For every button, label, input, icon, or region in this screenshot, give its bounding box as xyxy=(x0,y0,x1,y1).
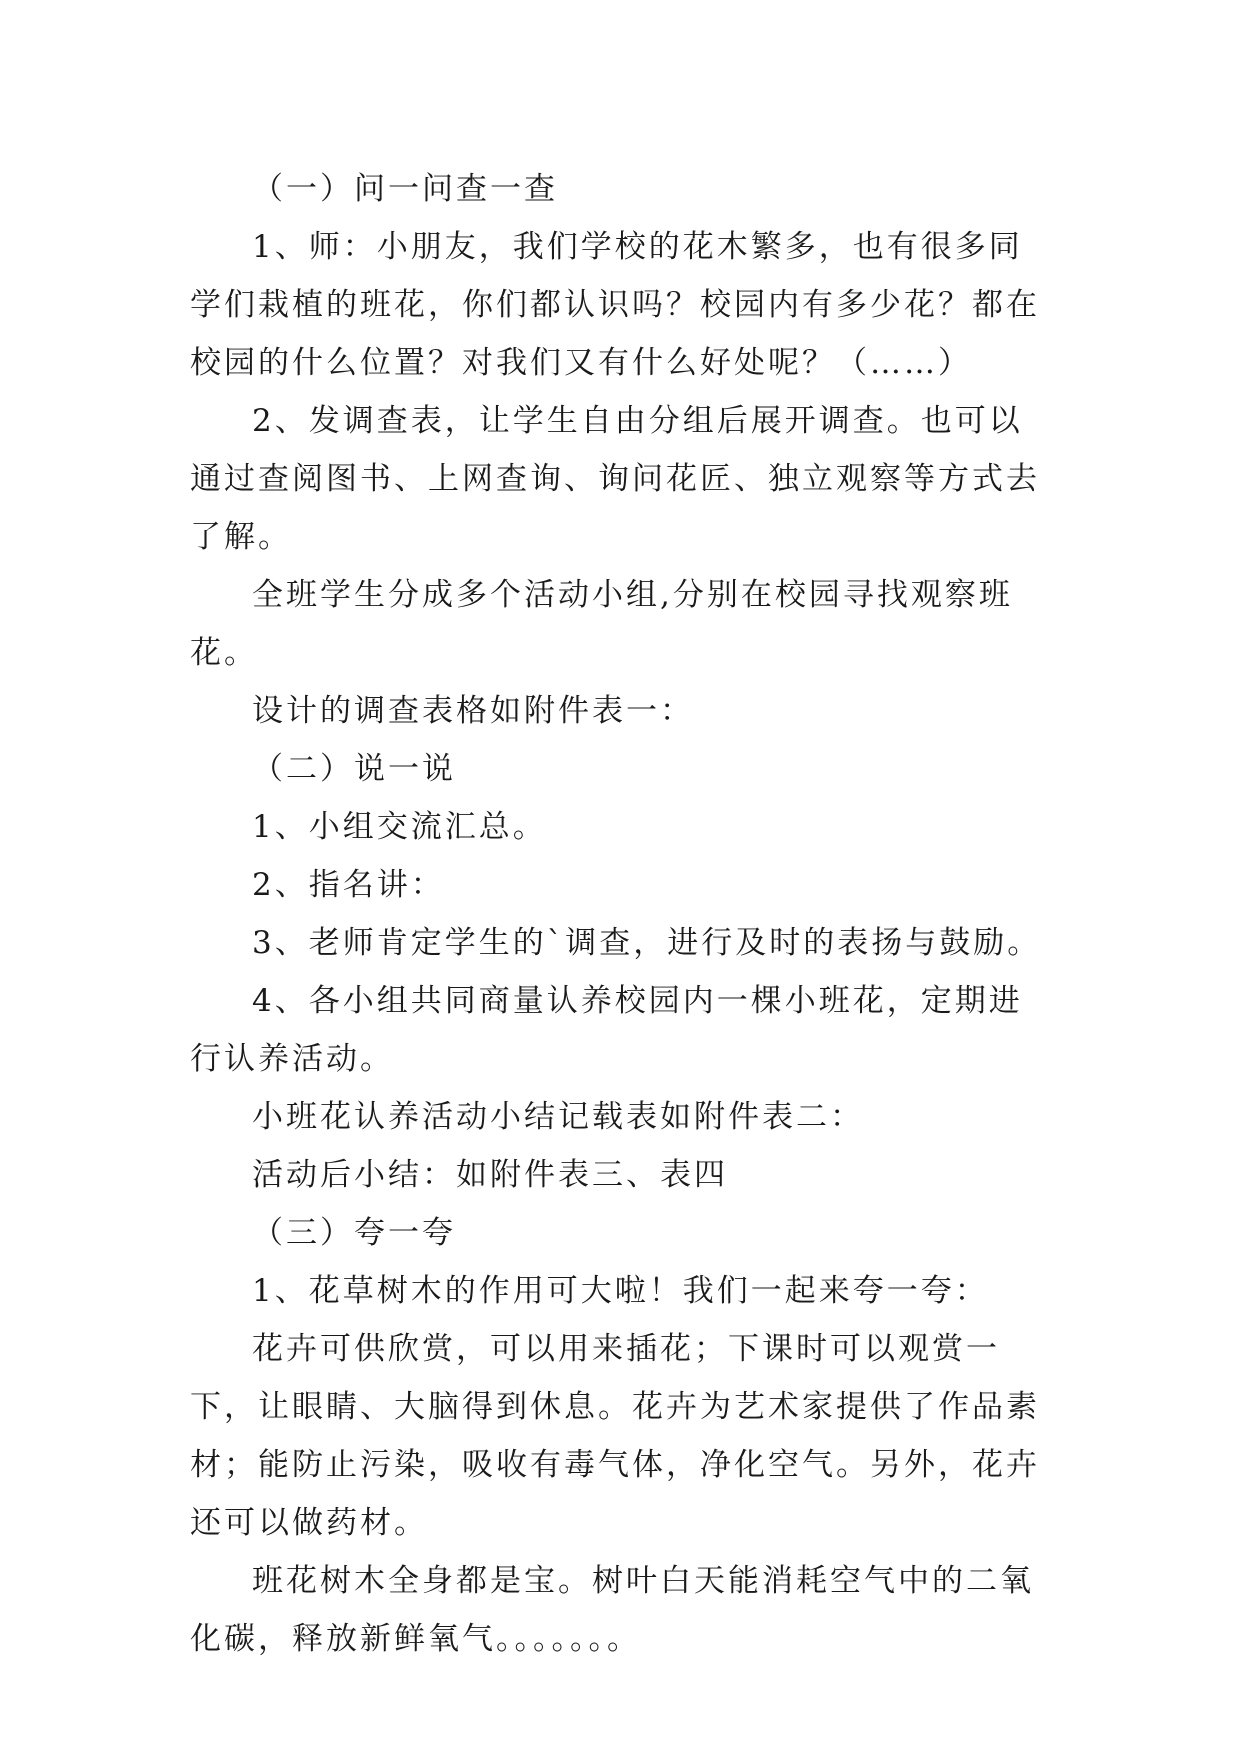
paragraph-adopt: 4、各小组共同商量认养校园内一棵小班花，定期进行认养活动。 xyxy=(190,983,1023,1077)
paragraph-praise: 3、老师肯定学生的`调查，进行及时的表扬与鼓励。 xyxy=(252,925,1042,961)
document-body xyxy=(190,160,1050,1668)
paragraph-plants-use: 1、花草树木的作用可大啦！我们一起来夸一夸： xyxy=(252,1273,989,1309)
paragraph-summary: 1、小组交流汇总。 xyxy=(252,809,547,845)
paragraph-speak: 2、指名讲： xyxy=(252,867,445,903)
paragraph-flowers: 花卉可供欣赏，可以用来插花；下课时可以观赏一下，让眼睛、大脑得到休息。花卉为艺术家提供了作品素材；能防止污染，吸收有毒气体，净化空气。另外，花卉还可以做药材。 xyxy=(190,1331,1040,1541)
paragraph-groups: 全班学生分成多个活动小组,分别在校园寻找观察班花。 xyxy=(190,577,1013,671)
paragraph-survey: 2、发调查表，让学生自由分组后展开调查。也可以通过查阅图书、上网查询、询问花匠、独立观察等方式去了解。 xyxy=(190,403,1040,555)
paragraph-after-activity: 活动后小结：如附件表三、表四 xyxy=(252,1157,728,1193)
paragraph-table-two: 小班花认养活动小结记载表如附件表二： xyxy=(252,1099,864,1135)
section-heading-ask: （一）问一问查一查 xyxy=(252,171,558,207)
section-heading-say: （二）说一说 xyxy=(252,751,456,787)
section-heading-boast: （三）夸一夸 xyxy=(252,1215,456,1251)
paragraph-trees: 班花树木全身都是宝。树叶白天能消耗空气中的二氧化碳，释放新鲜氧气。。。。。。。 xyxy=(190,1563,1034,1657)
paragraph-teacher-question: 1、师：小朋友，我们学校的花木繁多，也有很多同学们栽植的班花，你们都认识吗？校园内有多少花？都在校园的什么位置？对我们又有什么好处呢？（……） xyxy=(190,229,1040,381)
paragraph-table-one: 设计的调查表格如附件表一： xyxy=(252,693,694,729)
